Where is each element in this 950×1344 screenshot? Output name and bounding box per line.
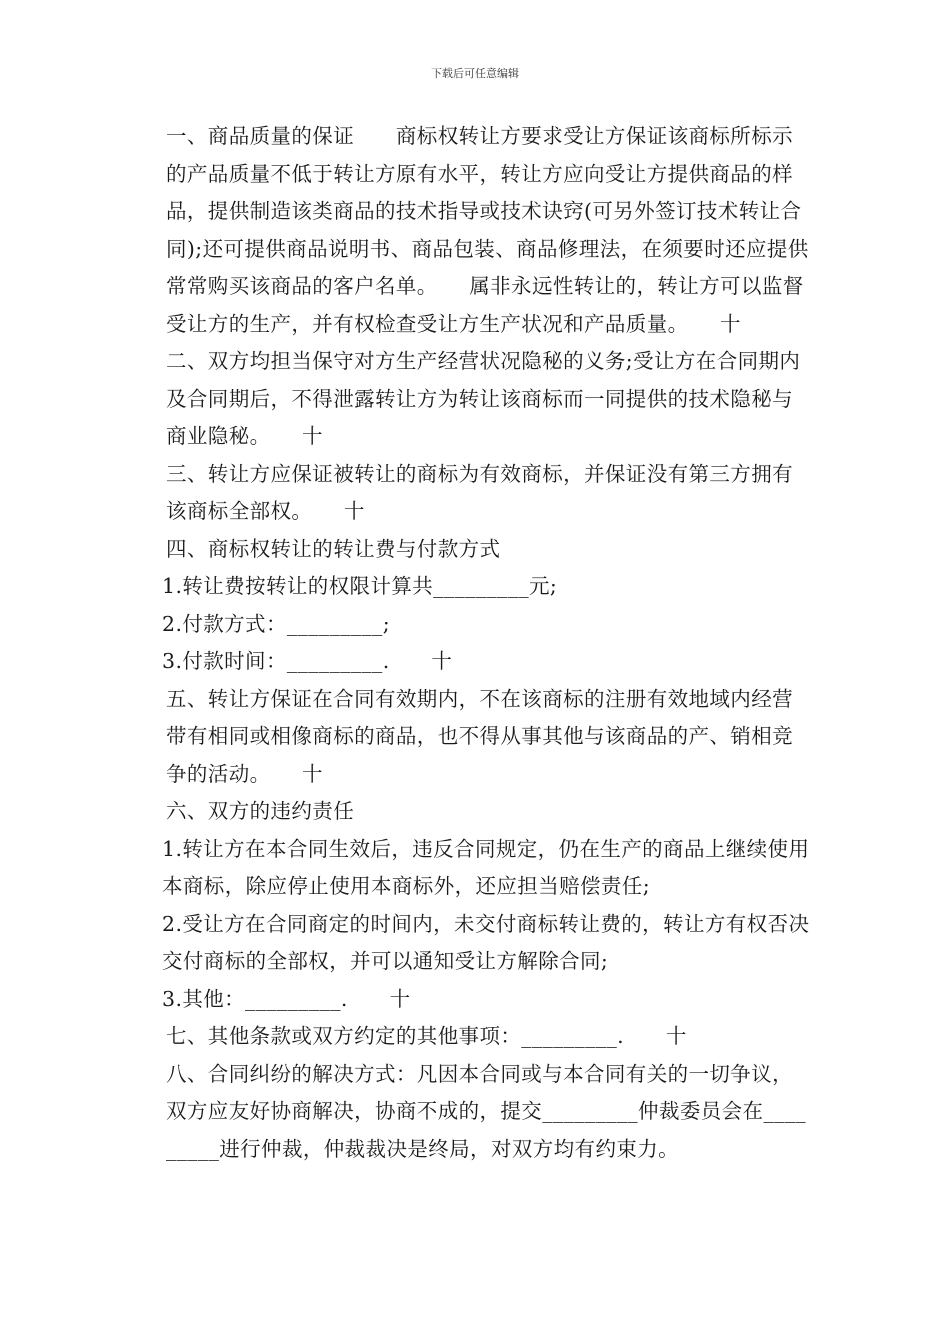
clause-5-non-compete: 五、转让方保证在合同有效期内，不在该商标的注册有效地域内经营带有相同或相像商标的商品，也不得从事其他与该商品的产、销相竞争的活动。 十 — [166, 686, 793, 786]
clause-6-item-3: 3.其他：_________. 十 — [162, 986, 411, 1011]
clause-8-dispute-resolution: 八、合同纠纷的解决方式：凡因本合同或与本合同有关的一切争议，双方应友好协商解决，协商不成的，提交_________仲裁委员会在_________进行仲裁，仲裁裁决是终局，对双方均有约束力。 — [166, 1061, 807, 1161]
document-body — [146, 118, 810, 1168]
page-header: 下载后可任意编辑 — [431, 67, 519, 80]
clause-1-quality: 一、商品质量的保证 商标权转让方要求受让方保证该商标所标示的产品质量不低于转让方原有水平，转让方应向受让方提供商品的样品，提供制造该类商品的技术指导或技术诀窍(可另外签订技术转让合同);还可提供商品说明书、商品包装、商品修理法，在须要时还应提供常常购买该商品的客户名单。 属非永远性转让的，转让方可以监督受让方的生产，并有权检查受让方生产状况和产品质量。 十 — [166, 124, 809, 336]
clause-4-heading: 四、商标权转让的转让费与付款方式 — [166, 536, 501, 561]
clause-4-item-3: 3.付款时间：_________. 十 — [162, 649, 453, 673]
clause-2-confidentiality: 二、双方均担当保守对方生产经营状况隐秘的义务;受让方在合同期内及合同期后，不得泄露转让方为转让该商标而一同提供的技术隐秘与商业隐秘。 十 — [166, 349, 801, 448]
clause-6-item-2: 2.受让方在合同商定的时间内，未交付商标转让费的，转让方有权否决交付商标的全部权，并可以通知受让方解除合同; — [162, 911, 810, 973]
clause-4-item-1: 1.转让费按转让的权限计算共_________元; — [162, 574, 558, 598]
clause-6-heading: 六、双方的违约责任 — [166, 799, 355, 823]
clause-4-item-2: 2.付款方式：_________; — [162, 611, 391, 636]
clause-7-other-terms: 七、其他条款或双方约定的其他事项：_________. 十 — [166, 1024, 687, 1048]
clause-6-item-1: 1.转让方在本合同生效后，违反合同规定，仍在生产的商品上继续使用本商标，除应停止使用本商标外，还应担当赔偿责任; — [162, 836, 810, 898]
clause-3-valid-trademark: 三、转让方应保证被转让的商标为有效商标，并保证没有第三方拥有该商标全部权。 十 — [166, 461, 793, 523]
